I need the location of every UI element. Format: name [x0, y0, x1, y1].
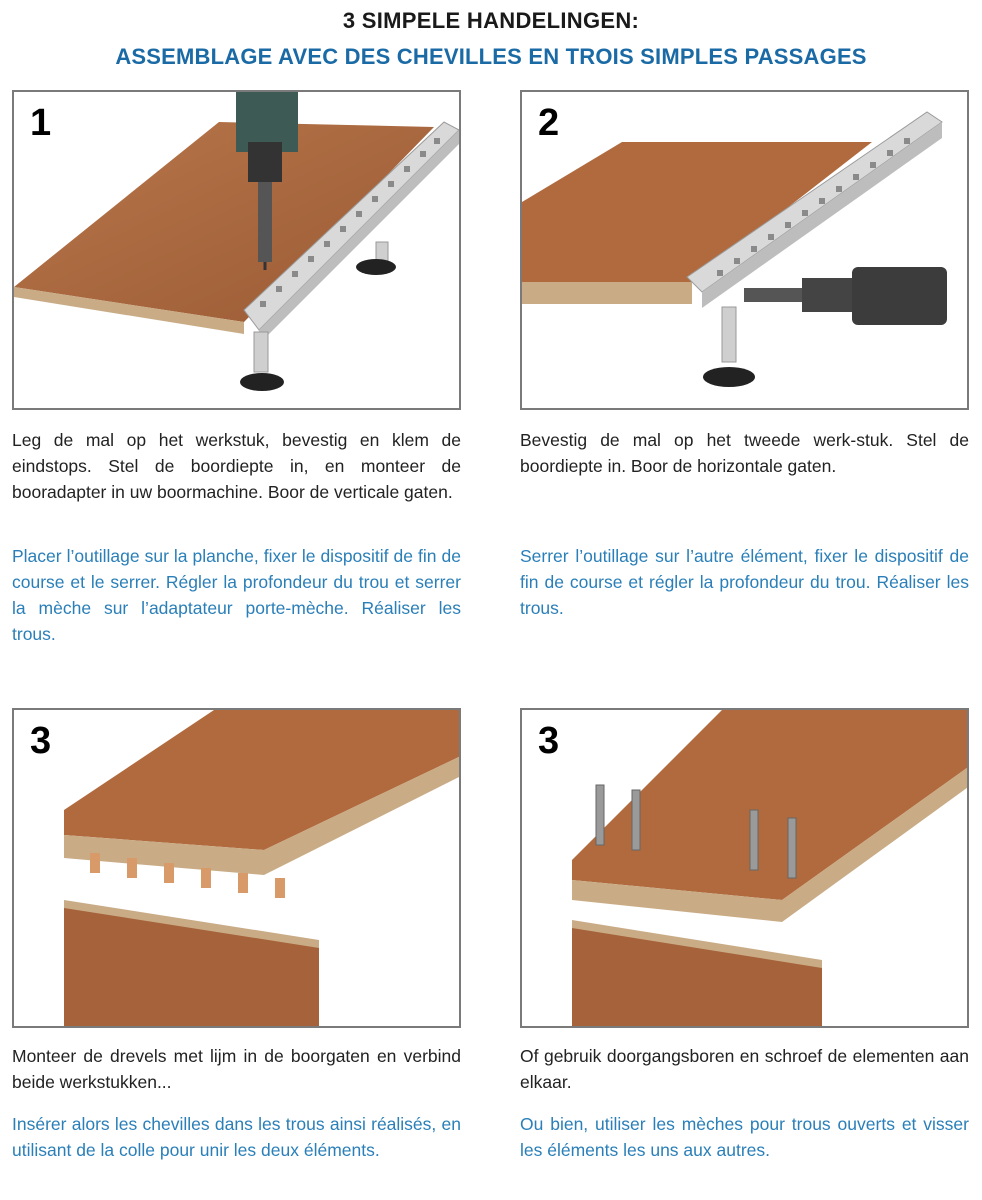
board-edge — [522, 282, 692, 304]
title-french: ASSEMBLAGE AVEC DES CHEVILLES EN TROIS SIMPLES PASSAGES — [115, 44, 867, 69]
drill-chuck — [802, 278, 852, 312]
step-1-illustration — [12, 90, 461, 410]
drill-chuck — [248, 142, 282, 182]
jig-leg-front — [254, 332, 268, 372]
step-3-drawing — [14, 710, 461, 1028]
step-2-drawing — [522, 92, 969, 410]
step-4-drawing — [522, 710, 969, 1028]
title-dutch: 3 SIMPELE HANDELINGEN: — [342, 8, 640, 33]
step-1-text-dutch: Leg de mal op het werkstuk, bevestig en klem de eindstops. Stel de boordiepte in, en monteer de booradapter in uw boormachine. Boor de verticale gaten. — [12, 430, 461, 502]
clamp-foot — [703, 367, 755, 387]
step-3-text-french: Insérer alors les chevilles dans les trous ainsi réalisés, en utilisant de la colle pour unir les deux éléments. — [12, 1114, 461, 1160]
drill-bit — [258, 182, 272, 262]
step-4-text-french: Ou bien, utiliser les mèches pour trous ouverts et visser les éléments les uns aux autres. — [520, 1114, 969, 1160]
step-2-illustration — [520, 90, 969, 410]
step-number: 1 — [30, 102, 52, 144]
step-number: 2 — [538, 102, 560, 144]
drill-bit — [744, 288, 804, 302]
step-3-illustration — [12, 708, 461, 1028]
step-1-drawing — [14, 92, 461, 410]
jig-leg — [722, 307, 736, 362]
top-board — [64, 710, 461, 850]
step-number: 3 — [538, 720, 560, 762]
clamp-foot-front — [240, 373, 284, 391]
step-4-illustration — [520, 708, 969, 1028]
step-3-text-dutch: Monteer de drevels met lijm in de boorgaten en verbind beide werkstukken... — [12, 1046, 461, 1092]
step-number: 3 — [30, 720, 52, 762]
step-2-text-french: Serrer l’outillage sur l’autre élément, fixer le dispositif de fin de course et régler la profondeur du trou. Réaliser les trous. — [520, 546, 969, 618]
step-4-text-dutch: Of gebruik doorgangsboren en schroef de elementen aan elkaar. — [520, 1046, 969, 1092]
clamp-foot-back — [356, 259, 396, 275]
step-2-text-dutch: Bevestig de mal op het tweede werk-stuk. Stel de boordiepte in. Boor de horizontale gaten. — [520, 430, 969, 476]
jig-leg-back — [376, 242, 388, 262]
drill-body — [852, 267, 947, 325]
step-1-text-french: Placer l’outillage sur la planche, fixer le dispositif de fin de course et le serrer. Régler la profondeur du trou et serrer la mèche sur l’adaptateur porte-mèche. Réaliser les trous. — [12, 546, 461, 644]
